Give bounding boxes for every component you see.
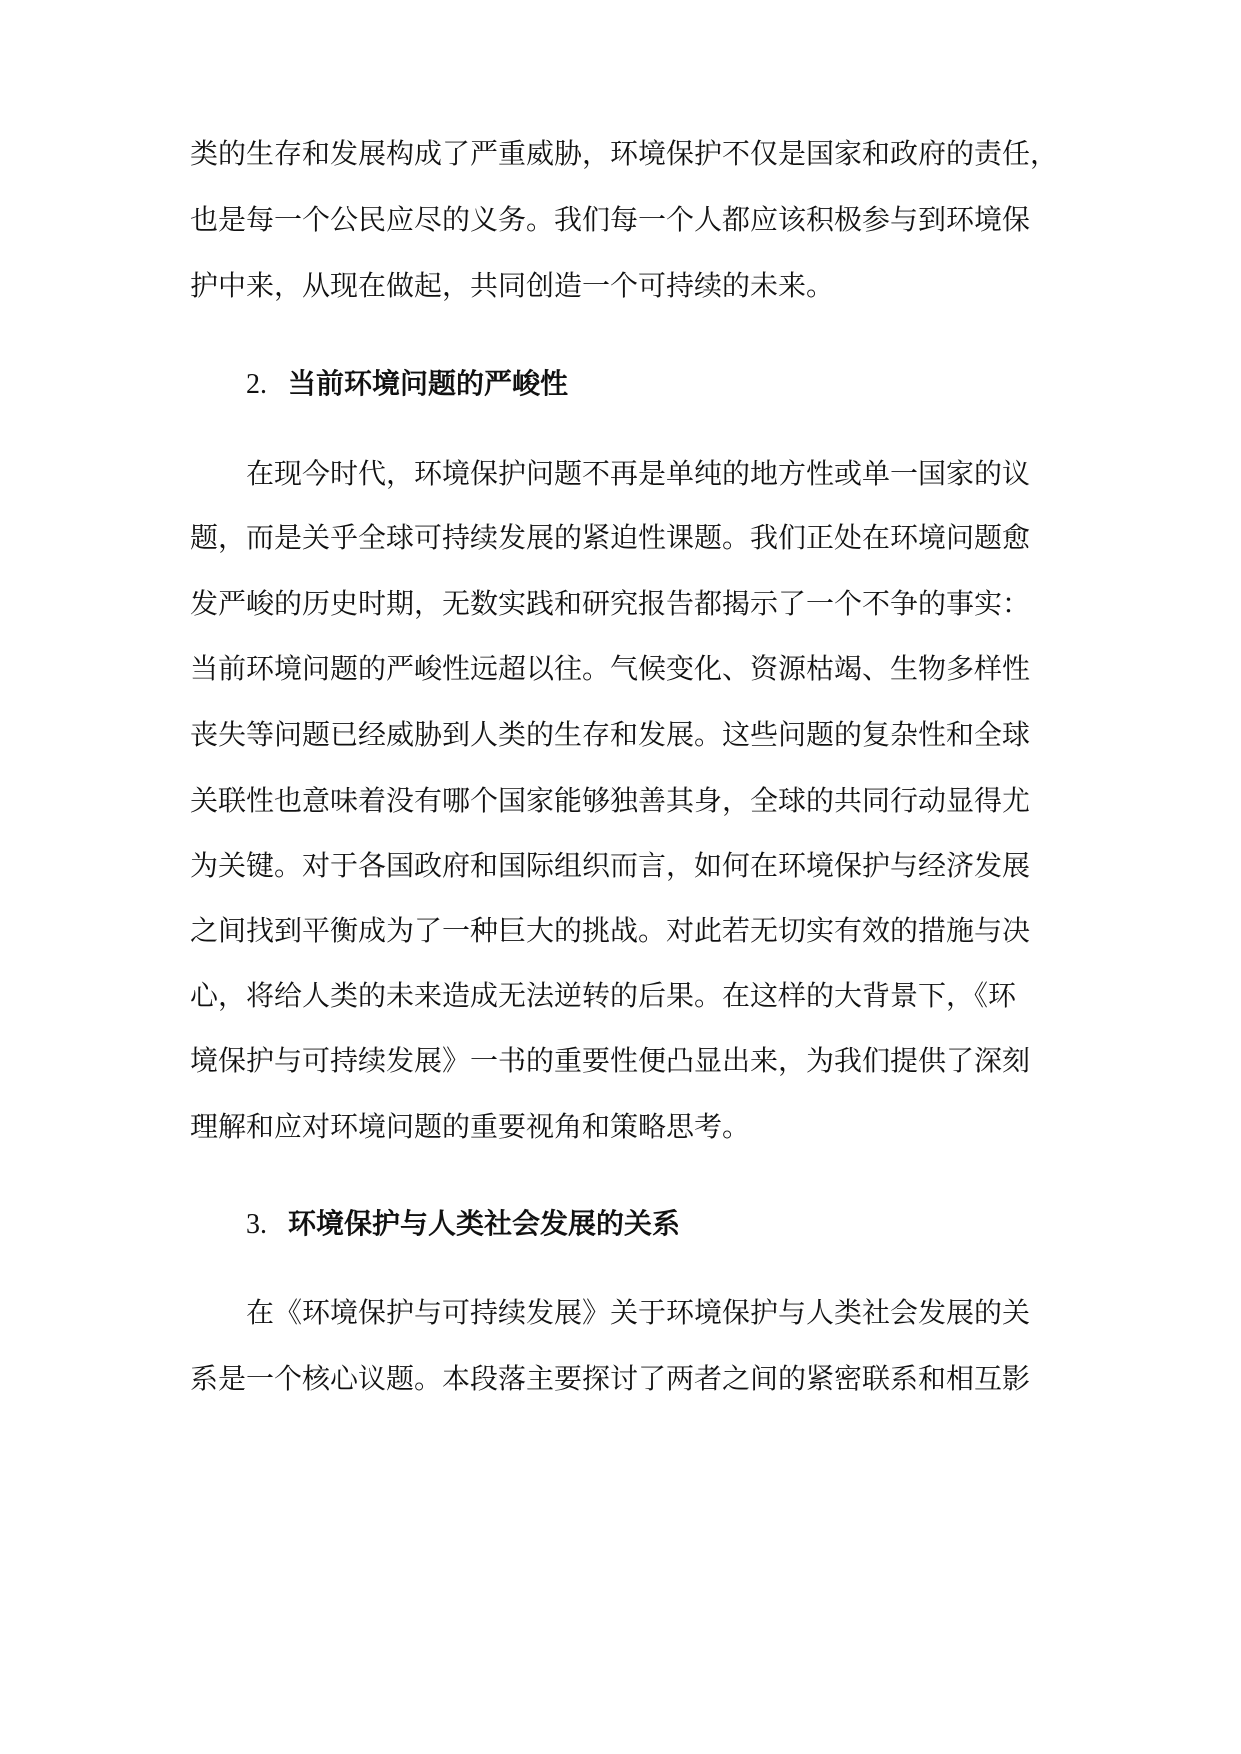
section-title: 环境保护与人类社会发展的关系 [288,1207,681,1240]
section-heading [246,360,1046,408]
section-heading [246,1200,1046,1248]
paragraph-line: 类的生存和发展构成了严重威胁，环境保护不仅是国家和政府的责任， [190,137,1059,170]
paragraph-line: 心，将给人类的未来造成无法逆转的后果。在这样的大背景下，《环 [190,979,1017,1012]
paragraph-line: 当前环境问题的严峻性远超以往。气候变化、资源枯竭、生物多样性 [190,652,1031,685]
paragraph-line: 护中来，从现在做起，共同创造一个可持续的未来。 [190,269,835,302]
paragraph-line: 丧失等问题已经威胁到人类的生存和发展。这些问题的复杂性和全球 [190,718,1031,751]
paragraph-line: 为关键。对于各国政府和国际组织而言，如何在环境保护与经济发展 [190,849,1031,882]
section-title: 当前环境问题的严峻性 [288,367,569,400]
paragraph-line: 关联性也意味着没有哪个国家能够独善其身，全球的共同行动显得尤 [190,784,1031,817]
paragraph-line: 之间找到平衡成为了一种巨大的挑战。对此若无切实有效的措施与决 [190,914,1031,947]
section-number: 3. [246,1209,267,1240]
paragraph-line: 在现今时代，环境保护问题不再是单纯的地方性或单一国家的议 [246,457,1031,490]
section-number: 2. [246,369,267,400]
paragraph-line: 理解和应对环境问题的重要视角和策略思考。 [190,1110,751,1143]
paragraph-line: 题，而是关乎全球可持续发展的紧迫性课题。我们正处在环境问题愈 [190,521,1031,554]
paragraph-line: 在《环境保护与可持续发展》关于环境保护与人类社会发展的关 [246,1296,1031,1329]
paragraph-line: 境保护与可持续发展》一书的重要性便凸显出来，为我们提供了深刻 [190,1044,1031,1077]
paragraph-line: 系是一个核心议题。本段落主要探讨了两者之间的紧密联系和相互影 [190,1362,1031,1395]
paragraph-line: 也是每一个公民应尽的义务。我们每一个人都应该积极参与到环境保 [190,203,1031,236]
paragraph-line: 发严峻的历史时期，无数实践和研究报告都揭示了一个不争的事实： [190,587,1031,620]
